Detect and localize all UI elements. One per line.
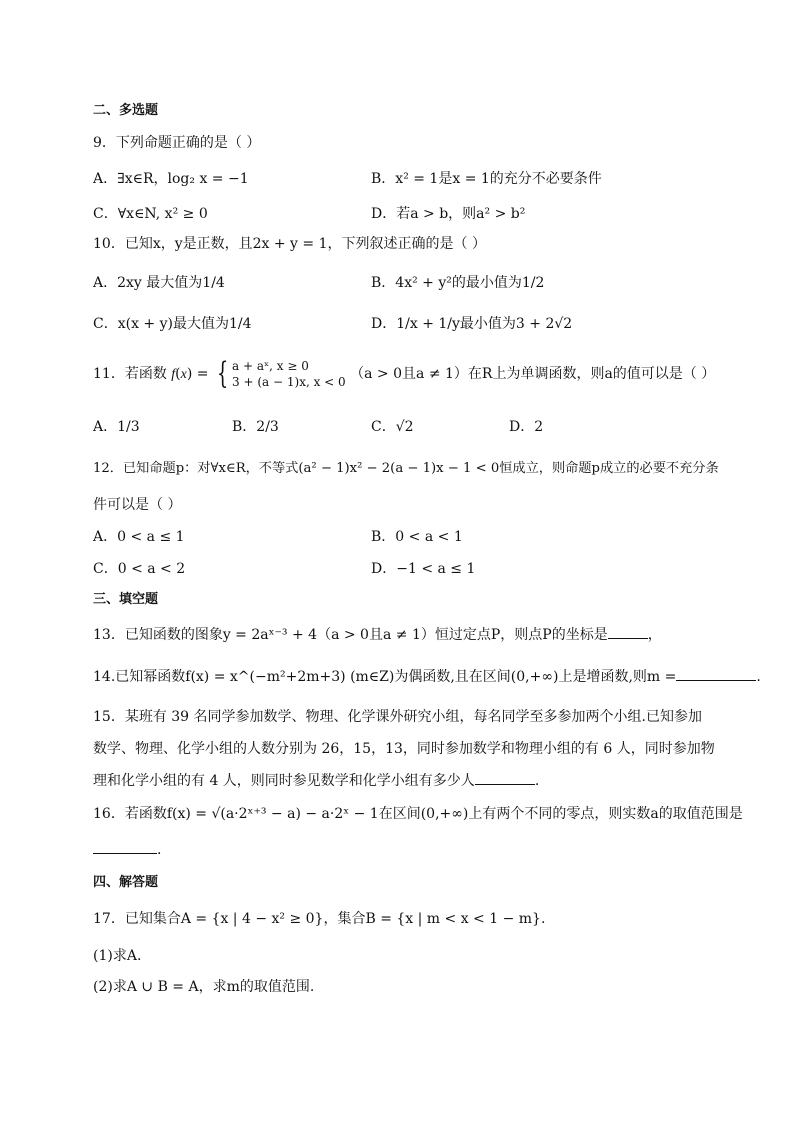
q9-option-b bbox=[371, 170, 602, 188]
q17-stem: 17．已知集合A = {x | 4 − x² ≥ 0}，集合B = {x | m < x < 1 − m}. bbox=[93, 911, 546, 927]
math-text: x² = 1是x = 1的充分不必要条件 bbox=[395, 171, 602, 187]
math-text: 2xy 最大值为1/4 bbox=[117, 275, 225, 291]
q12-option-c bbox=[93, 560, 185, 578]
option-label: A． bbox=[93, 275, 118, 291]
math-text: 4x² + y²的最小值为1/2 bbox=[395, 275, 545, 291]
q14 bbox=[93, 668, 761, 686]
math-text: 1/x + 1/y最小值为3 + 2√2 bbox=[396, 316, 573, 332]
math-text: 0 < a < 2 bbox=[117, 561, 186, 577]
math-text: 0 < a ≤ 1 bbox=[117, 529, 185, 545]
q11-stem-prefix: 11．若函数 bbox=[93, 366, 167, 382]
q11-option-c bbox=[371, 418, 414, 436]
q10-stem: 10．已知x，y是正数，且2x + y = 1，下列叙述正确的是（ ） bbox=[93, 236, 486, 252]
option-label: D． bbox=[509, 419, 535, 435]
q11-option-b bbox=[232, 418, 279, 436]
option-label: C． bbox=[371, 419, 396, 435]
option-label: B． bbox=[232, 419, 257, 435]
option-label: A． bbox=[93, 419, 118, 435]
option-label: C． bbox=[93, 206, 118, 222]
q11-stem: 11．若函数 f(x) = { a + aˣ, x ≥ 0 3 + (a − 1)x, x < 0 （a > 0且a ≠ 1）在R上为单调函数，则a的值可以是（ ） bbox=[93, 356, 716, 391]
q15-line3 bbox=[93, 772, 539, 790]
q13-tail: ， bbox=[647, 627, 662, 643]
option-label: B． bbox=[371, 171, 396, 187]
q10-option-a bbox=[93, 274, 225, 292]
q9-option-d bbox=[371, 205, 525, 223]
piece-2: 3 + (a − 1)x, x < 0 bbox=[232, 375, 346, 389]
q15-line3-text: 理和化学小组的有 4 人，则同时参见数学和化学小组有多少人 bbox=[93, 773, 475, 789]
option-label: D． bbox=[371, 316, 397, 332]
section-solution-heading: 四、解答题 bbox=[93, 875, 159, 890]
q12-stem-line2: 件可以是（ ） bbox=[93, 497, 182, 513]
math-text: 2 bbox=[534, 419, 544, 435]
math-text: x(x + y)最大值为1/4 bbox=[117, 316, 252, 332]
q12-option-b bbox=[371, 528, 463, 546]
answer-blank bbox=[93, 841, 157, 854]
option-label: D． bbox=[371, 206, 397, 222]
math-text: 1/3 bbox=[117, 419, 140, 435]
math-text: 2/3 bbox=[256, 419, 279, 435]
math-text: 0 < a < 1 bbox=[395, 529, 463, 545]
q10-option-c bbox=[93, 315, 252, 333]
q14-text: 14.已知幂函数f(x) = x^(−m²+2m+3) (m∈Z)为偶函数,且在区间(0,+∞)上是增函数,则m = bbox=[93, 669, 677, 685]
q15-line2: 数学、物理、化学小组的人数分别为 26，15，13，同时参加数学和物理小组的有 6 人，同时参加物 bbox=[93, 741, 715, 757]
option-label: D． bbox=[371, 561, 397, 577]
q12-stem-line1: 12．已知命题p：对∀x∈R，不等式(a² − 1)x² − 2(a − 1)x − 1 < 0恒成立，则命题p成立的必要不充分条 bbox=[93, 461, 719, 476]
option-label: A． bbox=[93, 171, 118, 187]
left-brace: { bbox=[216, 356, 229, 391]
math-text: √2 bbox=[395, 419, 414, 435]
math-text: −1 < a ≤ 1 bbox=[396, 561, 476, 577]
q14-tail: . bbox=[756, 669, 761, 685]
piece-1: a + aˣ, x ≥ 0 bbox=[232, 359, 309, 373]
q16-text: 16．若函数f(x) = √(a·2ˣ⁺³ − a) − a·2ˣ − 1在区间(0,+∞)上有两个不同的零点，则实数a的取值范围是 bbox=[93, 806, 743, 822]
math-text: ∀x∈N, x² ≥ 0 bbox=[117, 206, 208, 222]
q11-option-d bbox=[509, 418, 543, 436]
q13-text: 13．已知函数的图象y = 2aˣ⁻³ + 4（a > 0且a ≠ 1）恒过定点P，则点P的坐标是 bbox=[93, 627, 608, 643]
piecewise-cases bbox=[232, 358, 346, 390]
q9-stem: 9．下列命题正确的是（ ） bbox=[93, 135, 261, 151]
q15-line1: 15．某班有 39 名同学参加数学、物理、化学课外研究小组，每名同学至多参加两个小组.已知参加 bbox=[93, 709, 702, 725]
q17-part1: (1)求A. bbox=[93, 948, 142, 964]
q12-option-d bbox=[371, 560, 475, 578]
option-label: B． bbox=[371, 529, 396, 545]
q9-option-a bbox=[93, 170, 249, 188]
section-fill-in-heading: 三、填空题 bbox=[93, 592, 159, 607]
option-label: B． bbox=[371, 275, 396, 291]
q10-option-d bbox=[371, 315, 572, 333]
q16-tail: . bbox=[157, 842, 162, 858]
section-multiple-choice-heading: 二、多选题 bbox=[93, 103, 159, 118]
q15-tail: . bbox=[534, 773, 540, 789]
q10-option-b bbox=[371, 274, 544, 292]
q11-stem-suffix: （a > 0且a ≠ 1）在R上为单调函数，则a的值可以是（ ） bbox=[350, 366, 716, 382]
answer-blank bbox=[676, 668, 756, 681]
answer-blank bbox=[475, 772, 535, 785]
answer-blank bbox=[608, 626, 648, 639]
q11-option-a bbox=[93, 418, 140, 436]
math-text: ∃x∈R，log₂ x = −1 bbox=[117, 171, 249, 187]
option-label: C． bbox=[93, 561, 118, 577]
q9-option-c bbox=[93, 205, 208, 223]
math-text: 若a > b，则a² > b² bbox=[396, 206, 526, 222]
q13 bbox=[93, 626, 662, 644]
option-label: A． bbox=[93, 529, 118, 545]
q16-blank-line bbox=[93, 841, 161, 859]
q17-part2: (2)求A ∪ B = A，求m的取值范围. bbox=[93, 979, 315, 995]
q12-option-a bbox=[93, 528, 185, 546]
option-label: C． bbox=[93, 316, 118, 332]
